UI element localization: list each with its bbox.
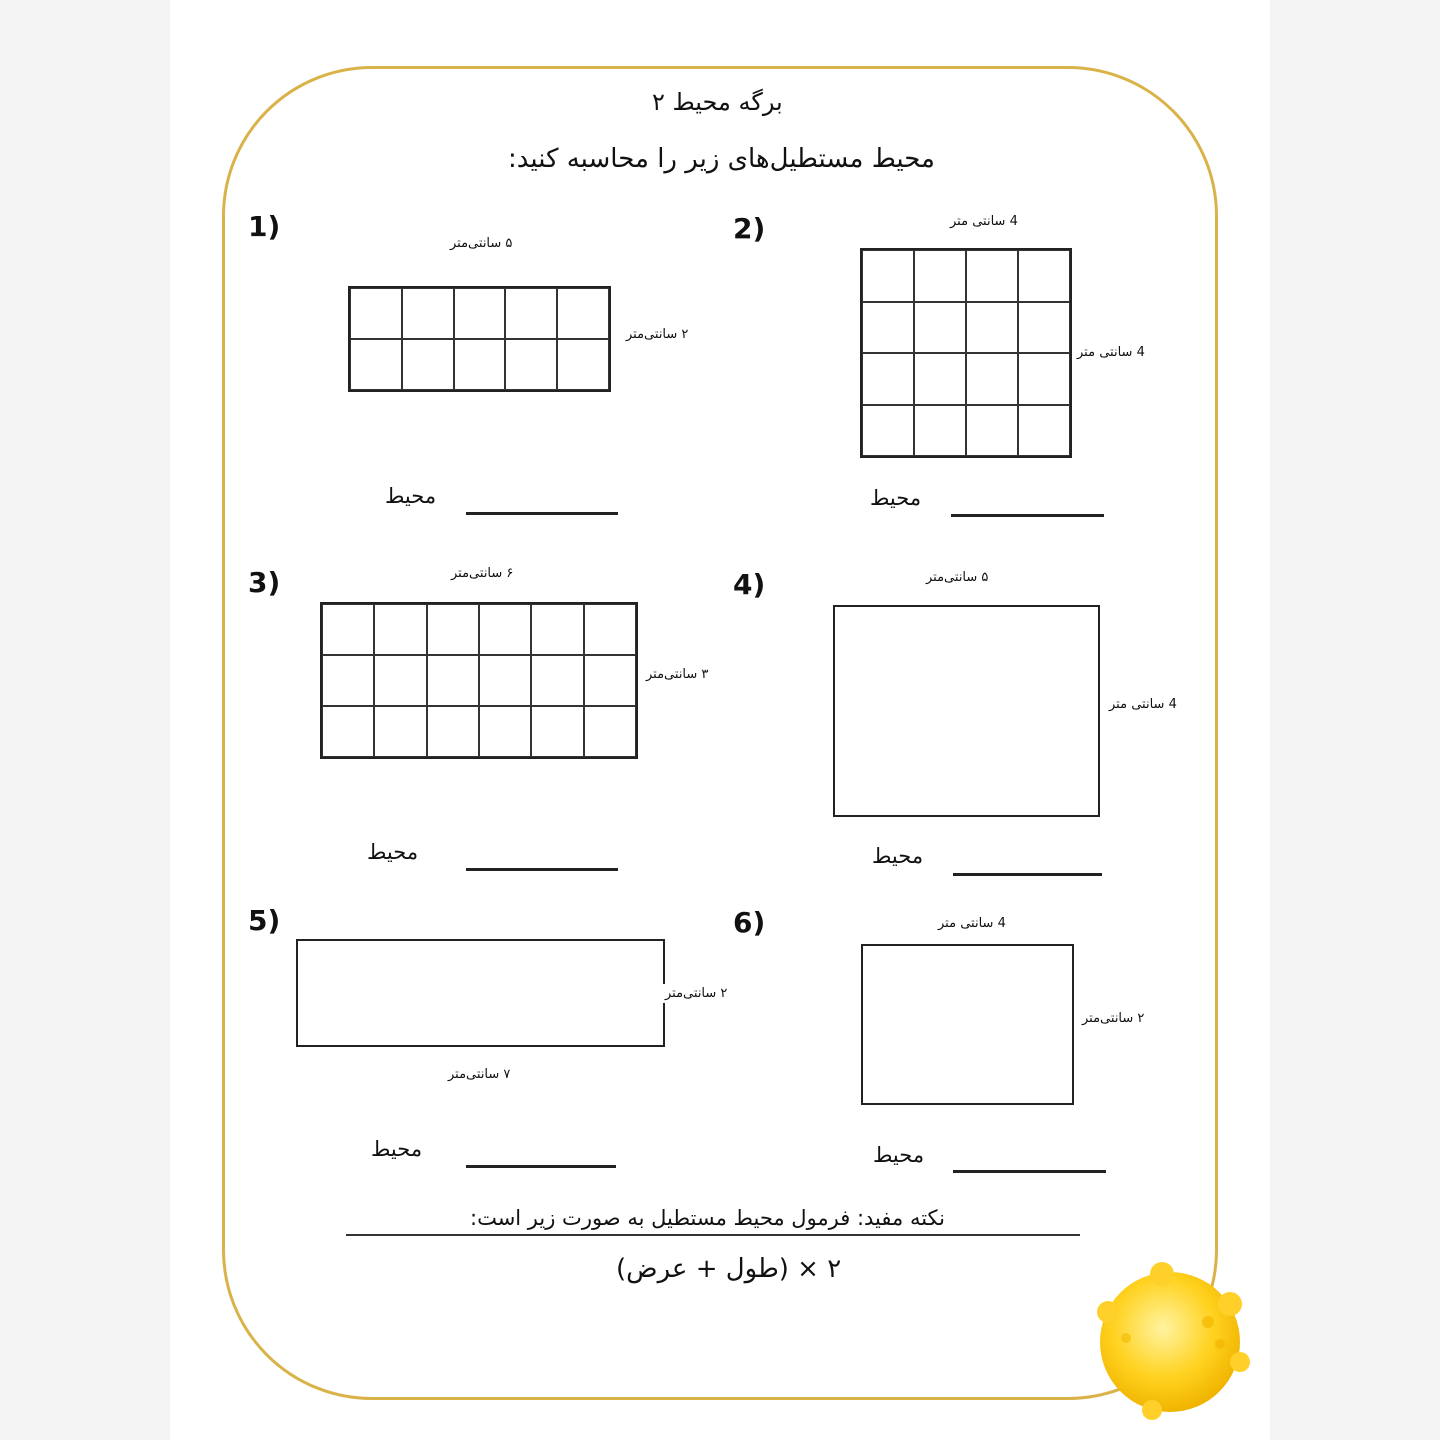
- problem-4-answer-line[interactable]: [953, 873, 1102, 876]
- grid-cell: [479, 655, 531, 706]
- problem-5-answer-label: محیط: [371, 1137, 423, 1161]
- tip-underline: [346, 1234, 1080, 1236]
- problem-3-answer-line[interactable]: [466, 868, 618, 871]
- problem-1-width-label: ۵ سانتی‌متر: [446, 234, 516, 253]
- grid-cell: [914, 302, 966, 354]
- grid-cell: [531, 604, 583, 655]
- problem-2-width-label: 4 سانتی متر: [946, 212, 1022, 231]
- grid-cell: [584, 706, 636, 757]
- tip-text: نکته مفید: فرمول محیط مستطیل به صورت زیر است:: [470, 1206, 945, 1230]
- grid-cell: [966, 405, 1018, 457]
- problem-6-height-label: ۲ سانتی‌متر: [1078, 1009, 1148, 1028]
- grid-cell: [557, 339, 609, 390]
- grid-cell: [1018, 302, 1070, 354]
- grid-cell: [479, 706, 531, 757]
- grid-cell: [1018, 250, 1070, 302]
- grid-cell: [350, 339, 402, 390]
- problem-6-number: 6): [733, 906, 766, 939]
- grid-cell: [427, 604, 479, 655]
- problem-2-height-label: 4 سانتی متر: [1073, 343, 1149, 362]
- grid-cell: [1018, 353, 1070, 405]
- grid-cell: [350, 288, 402, 339]
- problem-1-number: 1): [248, 210, 281, 243]
- grid-cell: [914, 250, 966, 302]
- grid-cell: [914, 405, 966, 457]
- problem-1-answer-line[interactable]: [466, 512, 618, 515]
- problem-4-width-label: ۵ سانتی‌متر: [922, 568, 992, 587]
- grid-cell: [557, 288, 609, 339]
- problem-1-answer-label: محیط: [385, 484, 437, 508]
- grid-cell: [966, 302, 1018, 354]
- problem-3-answer-label: محیط: [367, 840, 419, 864]
- page-title: برگه محیط ۲: [652, 88, 783, 116]
- grid-cell: [374, 604, 426, 655]
- problem-2-answer-line[interactable]: [951, 514, 1104, 517]
- problem-2-answer-label: محیط: [870, 486, 922, 510]
- problem-3-number: 3): [248, 566, 281, 599]
- grid-cell: [584, 655, 636, 706]
- sun-decoration-icon: [1090, 1262, 1250, 1422]
- problem-6-rectangle: [861, 944, 1074, 1105]
- grid-cell: [862, 405, 914, 457]
- grid-cell: [914, 353, 966, 405]
- grid-cell: [1018, 405, 1070, 457]
- problem-6-width-label: 4 سانتی متر: [934, 914, 1010, 933]
- perimeter-formula: ۲ × (طول + عرض): [616, 1254, 842, 1284]
- grid-cell: [966, 250, 1018, 302]
- problem-5-rectangle: [296, 939, 665, 1047]
- problem-2-grid: [860, 248, 1072, 458]
- grid-cell: [584, 604, 636, 655]
- problem-3-grid: [320, 602, 638, 759]
- grid-cell: [531, 655, 583, 706]
- problem-4-height-label: 4 سانتی متر: [1105, 695, 1181, 714]
- problem-4-number: 4): [733, 568, 766, 601]
- grid-cell: [322, 706, 374, 757]
- grid-cell: [505, 288, 557, 339]
- grid-cell: [505, 339, 557, 390]
- grid-cell: [966, 353, 1018, 405]
- grid-cell: [531, 706, 583, 757]
- grid-cell: [402, 339, 454, 390]
- grid-cell: [402, 288, 454, 339]
- grid-cell: [454, 339, 506, 390]
- grid-cell: [454, 288, 506, 339]
- grid-cell: [427, 706, 479, 757]
- grid-cell: [374, 706, 426, 757]
- problem-4-rectangle: [833, 605, 1100, 817]
- grid-cell: [322, 604, 374, 655]
- problem-1-height-label: ۲ سانتی‌متر: [622, 325, 692, 344]
- problem-6-answer-label: محیط: [873, 1143, 925, 1167]
- problem-2-number: 2): [733, 212, 766, 245]
- grid-cell: [862, 353, 914, 405]
- problem-3-height-label: ۳ سانتی‌متر: [642, 665, 712, 684]
- problem-5-answer-line[interactable]: [466, 1165, 616, 1168]
- grid-cell: [862, 302, 914, 354]
- grid-cell: [862, 250, 914, 302]
- problem-5-number: 5): [248, 904, 281, 937]
- grid-cell: [374, 655, 426, 706]
- instruction-text: محیط مستطیل‌های زیر را محاسبه کنید:: [508, 144, 935, 174]
- problem-1-grid: [348, 286, 611, 392]
- grid-cell: [322, 655, 374, 706]
- grid-cell: [479, 604, 531, 655]
- grid-cell: [427, 655, 479, 706]
- problem-3-width-label: ۶ سانتی‌متر: [447, 564, 517, 583]
- problem-6-answer-line[interactable]: [953, 1170, 1106, 1173]
- problem-5-height-label: ۲ سانتی‌متر: [661, 984, 731, 1003]
- problem-4-answer-label: محیط: [872, 844, 924, 868]
- problem-5-width-label: ۷ سانتی‌متر: [444, 1065, 514, 1084]
